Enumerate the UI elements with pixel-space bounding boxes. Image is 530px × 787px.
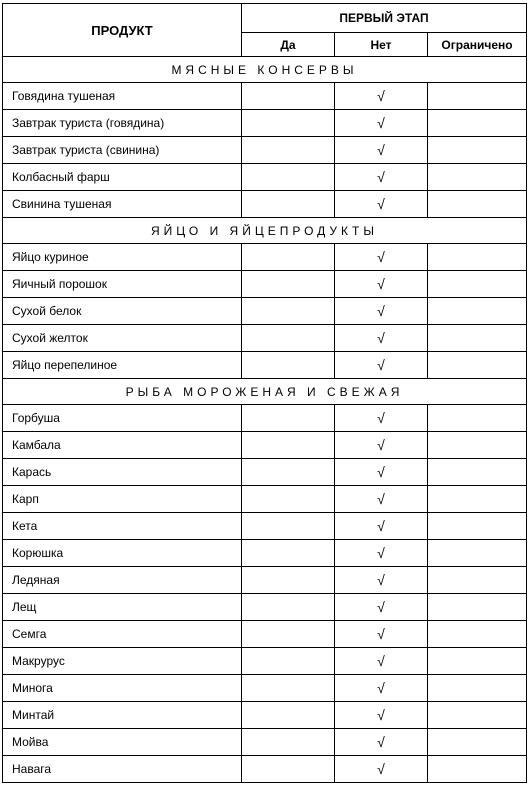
yes-cell [242, 137, 335, 164]
section-row [3, 379, 527, 405]
product-name: Горбуша [3, 405, 242, 432]
table-row [3, 594, 527, 621]
no-cell: √ [335, 540, 428, 567]
table-row [3, 729, 527, 756]
product-name: Лещ [3, 594, 242, 621]
yes-cell [242, 298, 335, 325]
table-header [3, 4, 527, 57]
product-name: Завтрак туриста (свинина) [3, 137, 242, 164]
yes-cell [242, 540, 335, 567]
product-name: Яичный порошок [3, 271, 242, 298]
table-row [3, 459, 527, 486]
table-row [3, 621, 527, 648]
limited-cell [428, 648, 527, 675]
limited-cell [428, 621, 527, 648]
yes-cell [242, 756, 335, 783]
yes-cell [242, 486, 335, 513]
table-row [3, 675, 527, 702]
limited-cell [428, 271, 527, 298]
product-name: Минтай [3, 702, 242, 729]
no-cell: √ [335, 702, 428, 729]
yes-cell [242, 594, 335, 621]
yes-cell [242, 648, 335, 675]
no-cell: √ [335, 513, 428, 540]
limited-cell [428, 540, 527, 567]
table-body [3, 57, 527, 783]
limited-cell [428, 164, 527, 191]
product-table [2, 3, 527, 783]
table-row [3, 83, 527, 110]
limited-cell [428, 432, 527, 459]
limited-cell [428, 756, 527, 783]
no-cell: √ [335, 621, 428, 648]
table-row [3, 567, 527, 594]
table-row [3, 702, 527, 729]
no-cell: √ [335, 244, 428, 271]
yes-cell [242, 110, 335, 137]
table-row [3, 432, 527, 459]
limited-cell [428, 137, 527, 164]
product-name: Кета [3, 513, 242, 540]
yes-cell [242, 675, 335, 702]
limited-cell [428, 352, 527, 379]
product-name: Яйцо перепелиное [3, 352, 242, 379]
product-name: Навага [3, 756, 242, 783]
product-name: Мойва [3, 729, 242, 756]
yes-cell [242, 164, 335, 191]
yes-cell [242, 191, 335, 218]
header-limited: Ограничено [428, 33, 527, 57]
no-cell: √ [335, 164, 428, 191]
yes-cell [242, 729, 335, 756]
limited-cell [428, 459, 527, 486]
yes-cell [242, 352, 335, 379]
product-name: Корюшка [3, 540, 242, 567]
yes-cell [242, 621, 335, 648]
limited-cell [428, 594, 527, 621]
limited-cell [428, 567, 527, 594]
header-yes: Да [242, 33, 335, 57]
yes-cell [242, 513, 335, 540]
product-name: Макрурус [3, 648, 242, 675]
yes-cell [242, 432, 335, 459]
limited-cell [428, 675, 527, 702]
limited-cell [428, 298, 527, 325]
limited-cell [428, 325, 527, 352]
header-no: Нет [335, 33, 428, 57]
no-cell: √ [335, 729, 428, 756]
no-cell: √ [335, 567, 428, 594]
no-cell: √ [335, 756, 428, 783]
section-row [3, 57, 527, 83]
yes-cell [242, 271, 335, 298]
limited-cell [428, 486, 527, 513]
no-cell: √ [335, 405, 428, 432]
table-row [3, 513, 527, 540]
no-cell: √ [335, 352, 428, 379]
product-name: Свинина тушеная [3, 191, 242, 218]
limited-cell [428, 83, 527, 110]
section-title: РЫБА МОРОЖЕНАЯ И СВЕЖАЯ [3, 379, 527, 405]
no-cell: √ [335, 459, 428, 486]
product-name: Карп [3, 486, 242, 513]
product-name: Минога [3, 675, 242, 702]
no-cell: √ [335, 110, 428, 137]
yes-cell [242, 83, 335, 110]
product-name: Сухой белок [3, 298, 242, 325]
product-name: Камбала [3, 432, 242, 459]
no-cell: √ [335, 325, 428, 352]
table-row [3, 405, 527, 432]
table-row [3, 244, 527, 271]
section-title: МЯСНЫЕ КОНСЕРВЫ [3, 57, 527, 83]
section-row [3, 218, 527, 244]
yes-cell [242, 459, 335, 486]
yes-cell [242, 405, 335, 432]
header-product: ПРОДУКТ [3, 4, 242, 57]
no-cell: √ [335, 83, 428, 110]
product-name: Сухой желток [3, 325, 242, 352]
limited-cell [428, 110, 527, 137]
limited-cell [428, 244, 527, 271]
no-cell: √ [335, 432, 428, 459]
table-row [3, 352, 527, 379]
no-cell: √ [335, 137, 428, 164]
product-name: Колбасный фарш [3, 164, 242, 191]
table-row [3, 540, 527, 567]
product-name: Ледяная [3, 567, 242, 594]
product-name: Яйцо куриное [3, 244, 242, 271]
table-row [3, 191, 527, 218]
no-cell: √ [335, 271, 428, 298]
header-stage: ПЕРВЫЙ ЭТАП [242, 4, 527, 33]
yes-cell [242, 244, 335, 271]
limited-cell [428, 191, 527, 218]
section-title: ЯЙЦО И ЯЙЦЕПРОДУКТЫ [3, 218, 527, 244]
table-row [3, 110, 527, 137]
limited-cell [428, 702, 527, 729]
product-name: Говядина тушеная [3, 83, 242, 110]
table-row [3, 298, 527, 325]
table-row [3, 486, 527, 513]
no-cell: √ [335, 486, 428, 513]
product-name: Завтрак туриста (говядина) [3, 110, 242, 137]
table-row [3, 648, 527, 675]
no-cell: √ [335, 298, 428, 325]
table-row [3, 137, 527, 164]
no-cell: √ [335, 594, 428, 621]
no-cell: √ [335, 648, 428, 675]
table-row [3, 756, 527, 783]
limited-cell [428, 405, 527, 432]
limited-cell [428, 513, 527, 540]
table-row [3, 164, 527, 191]
product-name: Карась [3, 459, 242, 486]
product-name: Семга [3, 621, 242, 648]
limited-cell [428, 729, 527, 756]
table-row [3, 325, 527, 352]
table-row [3, 271, 527, 298]
no-cell: √ [335, 191, 428, 218]
yes-cell [242, 702, 335, 729]
yes-cell [242, 567, 335, 594]
no-cell: √ [335, 675, 428, 702]
yes-cell [242, 325, 335, 352]
